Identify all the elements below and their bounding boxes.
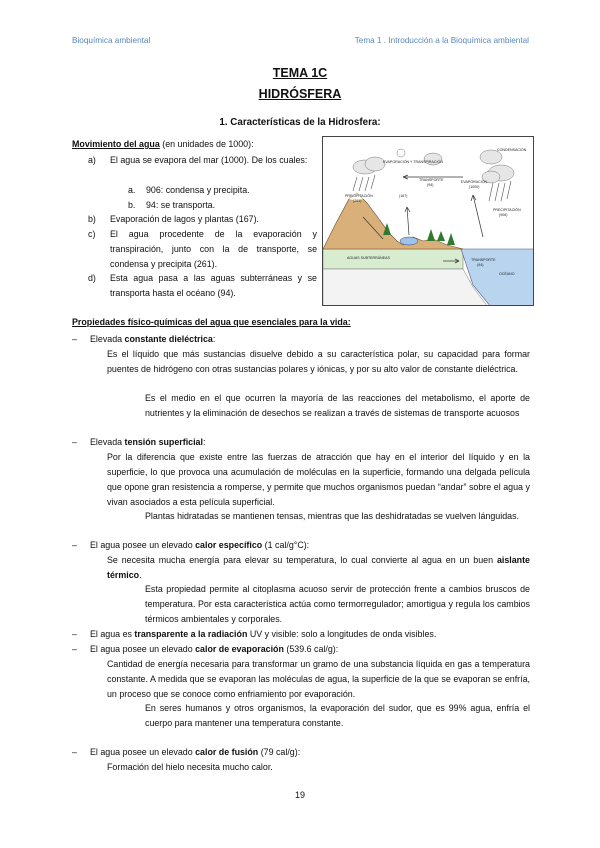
property-item: – El agua es transparente a la radiación UV y visible: solo a longitudes de onda visibles.	[72, 629, 437, 639]
page-number: 19	[294, 790, 305, 800]
property-item: – Elevada constante dieléctrica:	[72, 334, 216, 344]
page-subtitle: HIDRÓSFERA	[258, 87, 342, 101]
property-description: Por la diferencia que existe entre las fuerzas de atracción que hay en el interior del líquido y en la superficie, lo que provoca una acumulación de moléculas en la superficie, formando una delgada película que opone gran resistencia a romperse, y permite que muchos organismos puedan “andar” sobre el agua y vivan asociados a esta película superficial.	[107, 452, 530, 507]
property-description: Es el líquido que más sustancias disuelve debido a su característica polar, su capacidad para formar puentes de hidrógeno con otras sustancias polares y iónicas, y por su alto valor de constante dieléctrica.	[107, 349, 530, 374]
section-heading: 1. Características de la Hidrosfera:	[219, 117, 381, 128]
property-item: – Elevada tensión superficial:	[72, 437, 206, 447]
label-precipitation-land-value: (261)	[353, 199, 362, 203]
sub-list-item: b. 94: se transporta.	[128, 200, 216, 210]
sub-list-item: a. 906: condensa y precipita.	[128, 185, 250, 195]
label-groundwater-transport: TRANSPORTE	[471, 258, 496, 262]
property-note: Esta propiedad permite al citoplasma acuoso servir de protección frente a cambios bruscos de temperatura. Por esta característica actúa como termorregulador; amortigua y regula los cambios térmicos ambientales y corporales.	[145, 584, 530, 624]
header-left: Bioquímica ambiental	[72, 36, 151, 45]
bedrock	[323, 269, 488, 306]
property-item: – El agua posee un elevado calor de fusión (79 cal/g):	[72, 747, 301, 757]
property-note: Es el medio en el que ocurren la mayoría de las reacciones del metabolismo, el aporte de nutrientes y la eliminación de desechos se realizan a través de sistemas de transporte acuosos	[145, 393, 530, 418]
label-transport-value: (94)	[427, 183, 434, 187]
movement-heading: Movimiento del agua (en unidades de 1000):	[72, 139, 254, 149]
property-item: – El agua posee un elevado calor específico (1 cal/g°C):	[72, 540, 310, 550]
water-cycle-illustration	[323, 137, 534, 306]
lake	[400, 237, 418, 245]
label-groundwater: AGUAS SUBTERRÁNEAS	[347, 256, 390, 260]
water-cycle-diagram	[322, 136, 534, 306]
header-right: Tema 1 . Introducción a la Bioquímica ambiental	[354, 36, 529, 45]
label-precipitation-land: PRECIPITACIÓN	[345, 194, 373, 198]
page-title: TEMA 1C	[272, 66, 328, 80]
property-item: – El agua posee un elevado calor de evaporación (539.6 cal/g):	[72, 644, 339, 654]
label-transport: TRANSPORTE	[419, 178, 444, 182]
groundwater-band	[323, 249, 463, 269]
label-sea-evaporation: EVAPORACIÓN	[461, 180, 488, 184]
property-description: Cantidad de energía necesaria para transformar un gramo de una substancia líquida en gas a temperatura constante. A medida que se evaporan las moléculas de agua, la superficie de la que se evaporan se enfría, un proceso que se conoce como enfriamiento por evaporación.	[107, 659, 530, 699]
sun	[397, 149, 405, 157]
properties-heading: Propiedades físico-químicas del agua que esenciales para la vida:	[72, 317, 351, 327]
label-ocean: OCÉANO	[499, 272, 515, 276]
label-evaporation-value: (167)	[399, 194, 408, 198]
label-precipitation-sea: PRECIPITACIÓN	[493, 208, 521, 212]
property-note: En seres humanos y otros organismos, la evaporación del sudor, que es 99% agua, enfría el cuerpo para mantener una temperatura constante.	[145, 703, 530, 728]
property-description: Se necesita mucha energía para elevar su temperatura, lo cual convierte al agua en un buen aislante térmico.	[107, 555, 530, 580]
label-groundwater-transport-value: (94)	[477, 263, 484, 267]
label-precipitation-sea-value: (906)	[499, 213, 508, 217]
label-condensation: CONDENSACIÓN	[497, 148, 527, 152]
label-evaporation-transpiration: EVAPORACIÓN Y TRANSPIRACIÓN	[383, 160, 443, 164]
property-description: Formación del hielo necesita mucho calor.	[107, 762, 273, 772]
property-note: Plantas hidratadas se mantienen tensas, mientras que las deshidratadas se vuelven lánguidas.	[145, 511, 519, 521]
document-page: Bioquímica ambiental Tema 1 . Introducción a la Bioquímica ambiental TEMA 1C HIDRÓSFERA 1. Características de la Hidrosfera: Movimiento del agua (en unidades de 1000): a) El agua se evapora del mar (1000). De los cuales: a. 906: condensa y precipita. b. 94: se transporta. b) Evaporación de lagos y plantas (167). c) El agua procedente de la evaporación y transpiración, junto con la de transporte, se condensa y precipita (261). d) Esta agua pasa a las aguas subterráneas y se transporta hasta el océano (94). EVAPORACIÓN Y TRANSPIRACIÓN TRANSPORTE (94) (167) EVAPORACIÓN (1000) PRECIPITACIÓN (261) PRECIPITACIÓN (906) CONDENSACIÓN AGUAS SUBTERRÁNEAS TRANSPORTE (94) OCÉANO Propiedades físico-químicas del agua que esenciales para la vida: – Elevada constante dieléctrica: Es el líquido que más sustancias disuelve debido a su característica polar, su capacidad para formar puentes de hidrógeno con otras sustancias polares y iónicas, y por su alto valor de constante dieléctrica. Es el medio en el que ocurren la mayoría de las reacciones del metabolismo, el aporte de nutrientes y la eliminación de desechos se realizan a través de sistemas de transporte acuosos – Elevada tensión superficial: Por la diferencia que existe entre las fuerzas de atracción que hay en el interior del líquido y en la superficie, lo que provoca una acumulación de moléculas en la superficie, formando una delgada película que opone gran resistencia a romperse, y permite que muchos organismos puedan “andar” sobre el agua y vivan asociados a esta película superficial. Plantas hidratadas se mantienen tensas, mientras que las deshidratadas se vuelven lánguidas. – El agua posee un elevado calor específico (1 cal/g°C): Se necesita mucha energía para elevar su temperatura, lo cual convierte al agua en un buen aislante térmico. Esta propiedad permite al citoplasma acuoso servir de protección frente a cambios bruscos de temperatura. Por esta característica actúa como termorregulador; amortigua y regula los cambios térmicos ambientales y corporales. – El agua es transparente a la radiación UV y visible: solo a longitudes de onda visibles. – El agua posee un elevado calor de evaporación (539.6 cal/g): Cantidad de energía necesaria para transformar un gramo de una substancia líquida en gas a temperatura constante. A medida que se evaporan las moléculas de agua, la superficie de la que se evaporan se enfría, un proceso que se conoce como enfriamiento por evaporación. En seres humanos y otros organismos, la evaporación del sudor, que es 99% agua, enfría el cuerpo para mantener una temperatura constante. – El agua posee un elevado calor de fusión (79 cal/g): Formación del hielo necesita mucho calor. 19	[0, 0, 600, 848]
label-sea-evaporation-value: (1000)	[469, 185, 480, 189]
